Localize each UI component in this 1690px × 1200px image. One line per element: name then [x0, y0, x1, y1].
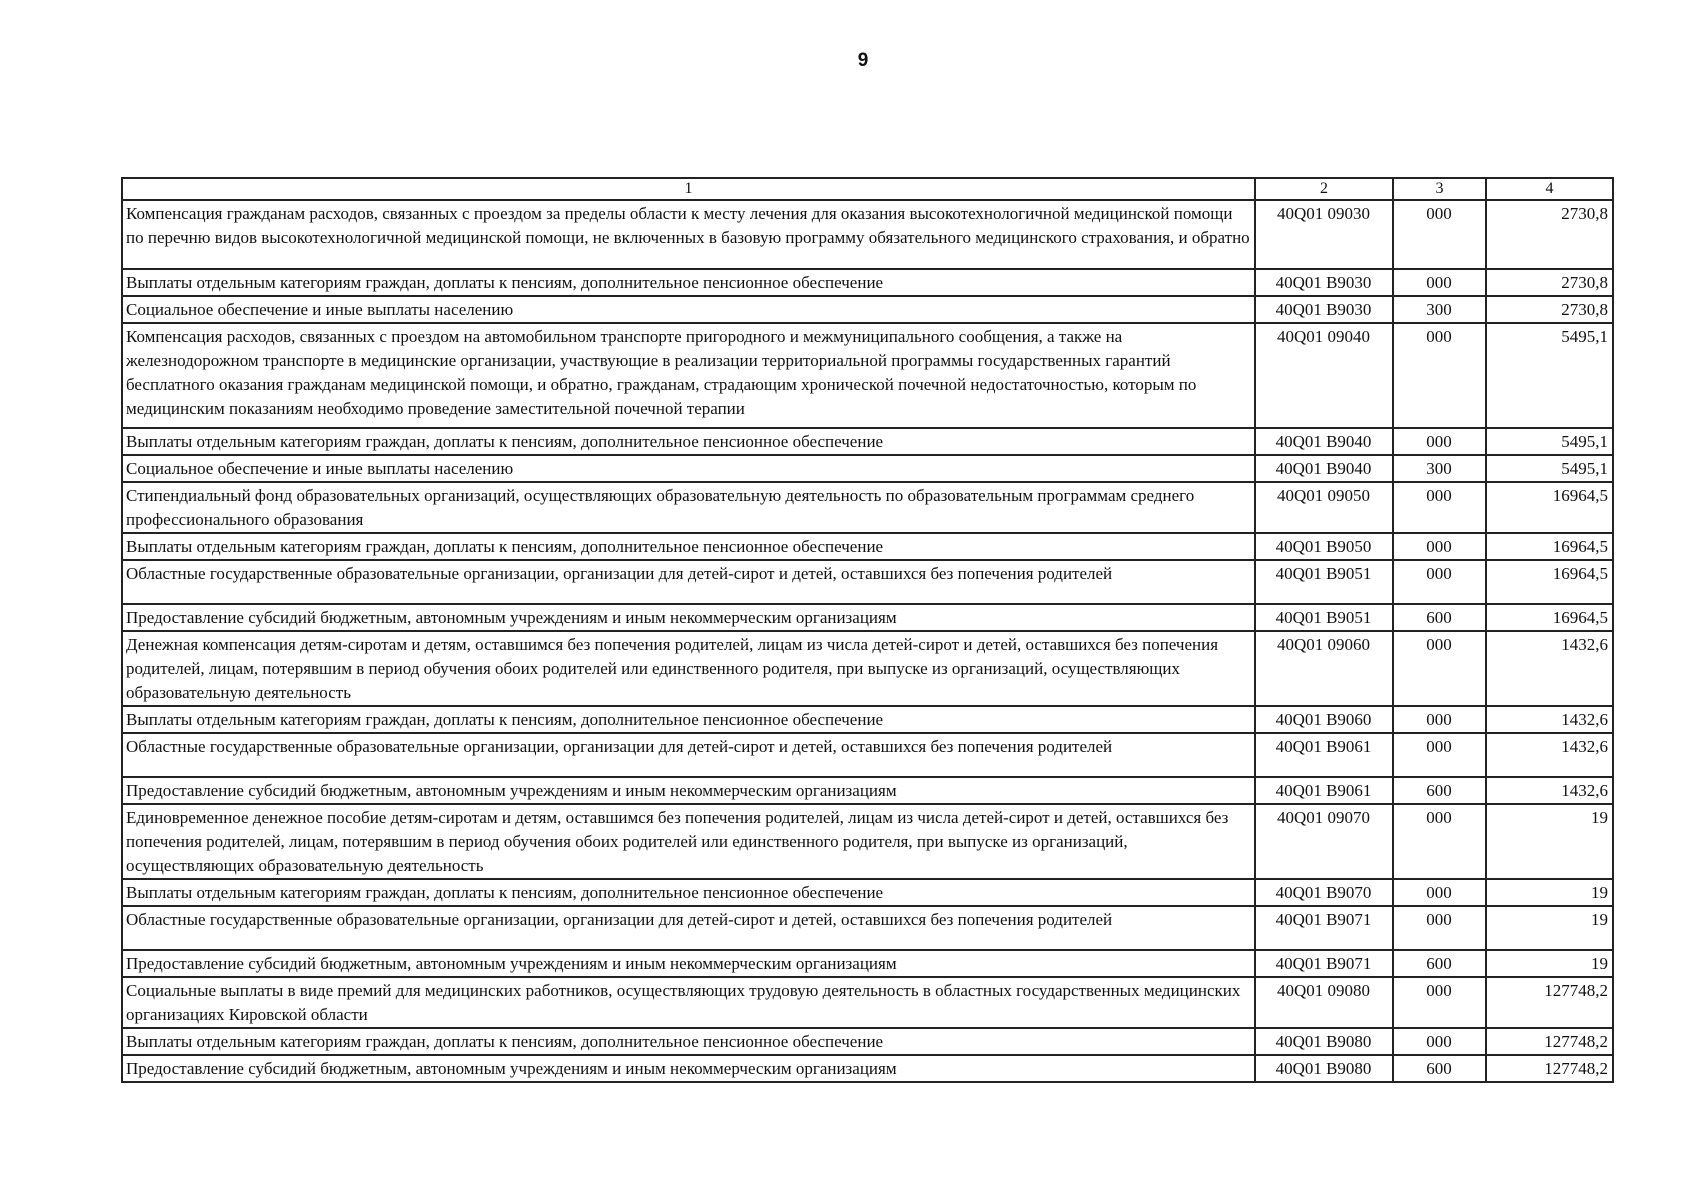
row-name: Предоставление субсидий бюджетным, автономным учреждениям и иным некоммерческим организациям — [122, 604, 1255, 631]
row-code: 40Q01 B9071 — [1255, 950, 1393, 977]
table-row — [122, 706, 1613, 733]
row-code: 40Q01 B9040 — [1255, 455, 1393, 482]
page-number: 9 — [857, 50, 869, 71]
row-amount: 2730,8 — [1486, 296, 1613, 323]
row-amount: 127748,2 — [1486, 1055, 1613, 1082]
table-row — [122, 200, 1613, 269]
row-amount: 2730,8 — [1486, 269, 1613, 296]
row-amount: 19 — [1486, 906, 1613, 950]
row-expense-type: 000 — [1393, 200, 1486, 269]
row-name: Выплаты отдельным категориям граждан, доплаты к пенсиям, дополнительное пенсионное обеспечение — [122, 706, 1255, 733]
row-code: 40Q01 B9051 — [1255, 604, 1393, 631]
row-amount: 19 — [1486, 879, 1613, 906]
header-col-4: 4 — [1486, 178, 1613, 200]
table-row — [122, 1028, 1613, 1055]
table-row — [122, 604, 1613, 631]
row-name: Выплаты отдельным категориям граждан, доплаты к пенсиям, дополнительное пенсионное обеспечение — [122, 879, 1255, 906]
row-expense-type: 000 — [1393, 706, 1486, 733]
row-amount: 5495,1 — [1486, 455, 1613, 482]
table-row — [122, 977, 1613, 1028]
table-row — [122, 777, 1613, 804]
table-row — [122, 879, 1613, 906]
table-row — [122, 533, 1613, 560]
row-code: 40Q01 B9080 — [1255, 1028, 1393, 1055]
table-row — [122, 631, 1613, 706]
row-amount: 19 — [1486, 950, 1613, 977]
table-row — [122, 296, 1613, 323]
row-code: 40Q01 B9070 — [1255, 879, 1393, 906]
row-name: Денежная компенсация детям-сиротам и детям, оставшимся без попечения родителей, лицам из числа детей-сирот и детей, оставшихся без попечения родителей, лицам, потерявшим в период обучения обоих родителей или единственного родителя, при выпуске из организаций, осуществляющих образовательную деятельность — [122, 631, 1255, 706]
row-amount: 5495,1 — [1486, 323, 1613, 428]
row-name: Социальное обеспечение и иные выплаты населению — [122, 296, 1255, 323]
table-row — [122, 455, 1613, 482]
row-name: Областные государственные образовательные организации, организации для детей-сирот и детей, оставшихся без попечения родителей — [122, 560, 1255, 604]
row-expense-type: 600 — [1393, 950, 1486, 977]
row-name: Единовременное денежное пособие детям-сиротам и детям, оставшимся без попечения родителей, лицам из числа детей-сирот и детей, оставшихся без попечения родителей, лицам, потерявшим в период обучения обоих родителей или единственного родителя, при выпуске из организаций, осуществляющих образовательную деятельность — [122, 804, 1255, 879]
row-expense-type: 300 — [1393, 296, 1486, 323]
row-code: 40Q01 B9061 — [1255, 777, 1393, 804]
row-expense-type: 600 — [1393, 604, 1486, 631]
row-name: Выплаты отдельным категориям граждан, доплаты к пенсиям, дополнительное пенсионное обеспечение — [122, 428, 1255, 455]
row-name: Компенсация расходов, связанных с проездом на автомобильном транспорте пригородного и межмуниципального сообщения, а также на железнодорожном транспорте в медицинские организации, участвующие в реализации территориальной программы государственных гарантий бесплатного оказания гражданам медицинской помощи, и обратно, гражданам, страдающим хронической почечной недостаточностью, которым по медицинским показаниям необходимо проведение заместительной почечной терапии — [122, 323, 1255, 428]
row-code: 40Q01 B9061 — [1255, 733, 1393, 777]
row-code: 40Q01 09040 — [1255, 323, 1393, 428]
row-code: 40Q01 09070 — [1255, 804, 1393, 879]
table-row — [122, 269, 1613, 296]
row-expense-type: 000 — [1393, 733, 1486, 777]
row-name: Стипендиальный фонд образовательных организаций, осуществляющих образовательную деятельность по образовательным программам среднего профессионального образования — [122, 482, 1255, 533]
header-col-1: 1 — [122, 178, 1255, 200]
row-expense-type: 000 — [1393, 906, 1486, 950]
row-name: Предоставление субсидий бюджетным, автономным учреждениям и иным некоммерческим организациям — [122, 777, 1255, 804]
header-col-3: 3 — [1393, 178, 1486, 200]
row-expense-type: 000 — [1393, 269, 1486, 296]
table-row — [122, 804, 1613, 879]
row-name: Областные государственные образовательные организации, организации для детей-сирот и детей, оставшихся без попечения родителей — [122, 733, 1255, 777]
row-expense-type: 000 — [1393, 804, 1486, 879]
row-name: Выплаты отдельным категориям граждан, доплаты к пенсиям, дополнительное пенсионное обеспечение — [122, 533, 1255, 560]
row-name: Предоставление субсидий бюджетным, автономным учреждениям и иным некоммерческим организациям — [122, 1055, 1255, 1082]
budget-table — [121, 177, 1614, 1083]
row-name: Компенсация гражданам расходов, связанных с проездом за пределы области к месту лечения для оказания высокотехнологичной медицинской помощи по перечню видов высокотехнологичной медицинской помощи, не включенных в базовую программу обязательного медицинского страхования, и обратно — [122, 200, 1255, 269]
table-row — [122, 560, 1613, 604]
row-name: Выплаты отдельным категориям граждан, доплаты к пенсиям, дополнительное пенсионное обеспечение — [122, 269, 1255, 296]
row-expense-type: 000 — [1393, 1028, 1486, 1055]
row-amount: 5495,1 — [1486, 428, 1613, 455]
row-code: 40Q01 09050 — [1255, 482, 1393, 533]
row-name: Социальное обеспечение и иные выплаты населению — [122, 455, 1255, 482]
row-code: 40Q01 B9050 — [1255, 533, 1393, 560]
table-header-row — [122, 178, 1613, 200]
row-expense-type: 000 — [1393, 560, 1486, 604]
header-col-2: 2 — [1255, 178, 1393, 200]
row-amount: 1432,6 — [1486, 631, 1613, 706]
row-expense-type: 000 — [1393, 631, 1486, 706]
row-amount: 1432,6 — [1486, 777, 1613, 804]
row-code: 40Q01 09080 — [1255, 977, 1393, 1028]
row-amount: 127748,2 — [1486, 977, 1613, 1028]
row-amount: 127748,2 — [1486, 1028, 1613, 1055]
row-code: 40Q01 B9030 — [1255, 296, 1393, 323]
row-expense-type: 600 — [1393, 777, 1486, 804]
row-expense-type: 000 — [1393, 533, 1486, 560]
row-expense-type: 600 — [1393, 1055, 1486, 1082]
row-code: 40Q01 B9040 — [1255, 428, 1393, 455]
table-row — [122, 428, 1613, 455]
table-row — [122, 323, 1613, 428]
row-amount: 19 — [1486, 804, 1613, 879]
row-code: 40Q01 B9051 — [1255, 560, 1393, 604]
row-code: 40Q01 B9060 — [1255, 706, 1393, 733]
row-name: Социальные выплаты в виде премий для медицинских работников, осуществляющих трудовую деятельность в областных государственных медицинских организациях Кировской области — [122, 977, 1255, 1028]
row-amount: 16964,5 — [1486, 604, 1613, 631]
table-row — [122, 482, 1613, 533]
table-row — [122, 1055, 1613, 1082]
row-expense-type: 000 — [1393, 482, 1486, 533]
row-name: Областные государственные образовательные организации, организации для детей-сирот и детей, оставшихся без попечения родителей — [122, 906, 1255, 950]
row-expense-type: 000 — [1393, 428, 1486, 455]
row-amount: 16964,5 — [1486, 482, 1613, 533]
table-row — [122, 950, 1613, 977]
row-code: 40Q01 09060 — [1255, 631, 1393, 706]
row-code: 40Q01 09030 — [1255, 200, 1393, 269]
row-code: 40Q01 B9080 — [1255, 1055, 1393, 1082]
row-amount: 1432,6 — [1486, 706, 1613, 733]
row-expense-type: 000 — [1393, 323, 1486, 428]
row-expense-type: 300 — [1393, 455, 1486, 482]
table-row — [122, 733, 1613, 777]
row-name: Выплаты отдельным категориям граждан, доплаты к пенсиям, дополнительное пенсионное обеспечение — [122, 1028, 1255, 1055]
row-amount: 2730,8 — [1486, 200, 1613, 269]
row-name: Предоставление субсидий бюджетным, автономным учреждениям и иным некоммерческим организациям — [122, 950, 1255, 977]
row-code: 40Q01 B9071 — [1255, 906, 1393, 950]
row-amount: 16964,5 — [1486, 560, 1613, 604]
row-amount: 1432,6 — [1486, 733, 1613, 777]
row-expense-type: 000 — [1393, 879, 1486, 906]
row-expense-type: 000 — [1393, 977, 1486, 1028]
row-code: 40Q01 B9030 — [1255, 269, 1393, 296]
table-row — [122, 906, 1613, 950]
row-amount: 16964,5 — [1486, 533, 1613, 560]
